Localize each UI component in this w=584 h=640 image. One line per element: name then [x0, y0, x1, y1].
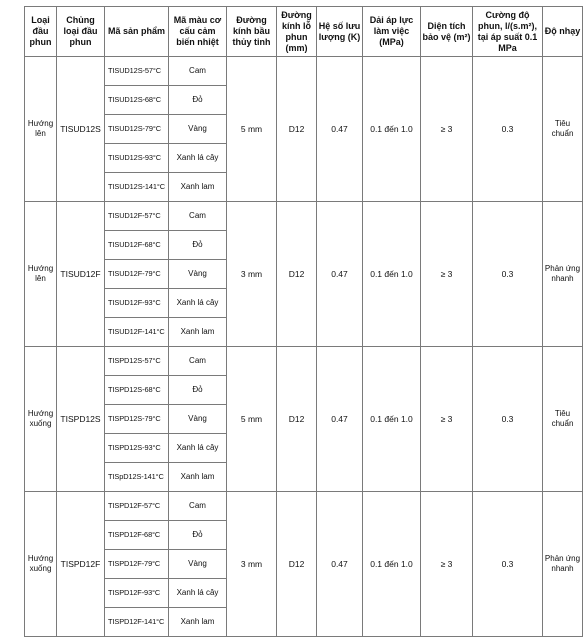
bulb-color-cell: Cam: [169, 492, 227, 521]
model-cell: TISUD12S: [57, 57, 105, 202]
pressure-range-cell: 0.1 đến 1.0: [363, 492, 421, 637]
model-cell: TISUD12F: [57, 202, 105, 347]
bulb-color-cell: Xanh lam: [169, 608, 227, 637]
bulb-diameter-cell: 5 mm: [227, 347, 277, 492]
bulb-color-cell: Xanh lá cây: [169, 579, 227, 608]
header-product-code: Mã sản phẩm: [105, 7, 169, 57]
header-pressure-range: Dải áp lực làm việc (MPa): [363, 7, 421, 57]
product-code-cell: TISpD12S-141°C: [105, 463, 169, 492]
orifice-cell: D12: [277, 347, 317, 492]
sprinkler-spec-table: [24, 6, 583, 637]
bulb-color-cell: Xanh lá cây: [169, 289, 227, 318]
product-code-cell: TISPD12F-68°C: [105, 521, 169, 550]
pressure-range-cell: 0.1 đến 1.0: [363, 347, 421, 492]
product-code-cell: TISUD12F-57°C: [105, 202, 169, 231]
spray-intensity-cell: 0.3: [473, 492, 543, 637]
bulb-color-cell: Xanh lá cây: [169, 144, 227, 173]
header-sprinkler-type: Loại đầu phun: [25, 7, 57, 57]
product-code-cell: TISUD12S-68°C: [105, 86, 169, 115]
product-code-cell: TISPD12F-79°C: [105, 550, 169, 579]
sprinkler-type-cell: Hướng xuống: [25, 347, 57, 492]
k-factor-cell: 0.47: [317, 347, 363, 492]
bulb-color-cell: Vàng: [169, 550, 227, 579]
k-factor-cell: 0.47: [317, 57, 363, 202]
bulb-color-cell: Xanh lam: [169, 463, 227, 492]
spray-intensity-cell: 0.3: [473, 202, 543, 347]
orifice-cell: D12: [277, 492, 317, 637]
bulb-diameter-cell: 3 mm: [227, 492, 277, 637]
product-code-cell: TISUD12F-93°C: [105, 289, 169, 318]
product-code-cell: TISPD12F-93°C: [105, 579, 169, 608]
bulb-color-cell: Xanh lam: [169, 318, 227, 347]
orifice-cell: D12: [277, 57, 317, 202]
coverage-area-cell: ≥ 3: [421, 202, 473, 347]
pressure-range-cell: 0.1 đến 1.0: [363, 57, 421, 202]
header-bulb-diameter: Đường kính bầu thủy tinh: [227, 7, 277, 57]
coverage-area-cell: ≥ 3: [421, 57, 473, 202]
orifice-cell: D12: [277, 202, 317, 347]
bulb-color-cell: Vàng: [169, 405, 227, 434]
table-row: [25, 57, 583, 86]
product-code-cell: TISPD12F-57°C: [105, 492, 169, 521]
bulb-color-cell: Vàng: [169, 260, 227, 289]
product-code-cell: TISPD12F-141°C: [105, 608, 169, 637]
spray-intensity-cell: 0.3: [473, 347, 543, 492]
header-spray-intensity: Cường độ phun, l/(s.m²), tại áp suất 0.1 MPa: [473, 7, 543, 57]
bulb-color-cell: Cam: [169, 57, 227, 86]
bulb-color-cell: Đỏ: [169, 376, 227, 405]
product-code-cell: TISUD12F-141°C: [105, 318, 169, 347]
model-cell: TISPD12F: [57, 492, 105, 637]
product-code-cell: TISUD12F-68°C: [105, 231, 169, 260]
product-code-cell: TISUD12S-93°C: [105, 144, 169, 173]
sprinkler-type-cell: Hướng xuống: [25, 492, 57, 637]
bulb-color-cell: Vàng: [169, 115, 227, 144]
table-row: [25, 492, 583, 521]
coverage-area-cell: ≥ 3: [421, 492, 473, 637]
k-factor-cell: 0.47: [317, 492, 363, 637]
header-k-factor: Hệ số lưu lượng (K): [317, 7, 363, 57]
bulb-color-cell: Cam: [169, 347, 227, 376]
product-code-cell: TISPD12S-57°C: [105, 347, 169, 376]
sensitivity-cell: Tiêu chuẩn: [543, 347, 583, 492]
sensitivity-cell: Tiêu chuẩn: [543, 57, 583, 202]
sensitivity-cell: Phản ứng nhanh: [543, 492, 583, 637]
spray-intensity-cell: 0.3: [473, 57, 543, 202]
product-code-cell: TISUD12S-141°C: [105, 173, 169, 202]
header-orifice: Đường kính lỗ phun (mm): [277, 7, 317, 57]
product-code-cell: TISUD12S-79°C: [105, 115, 169, 144]
product-code-cell: TISUD12S-57°C: [105, 57, 169, 86]
header-sensitivity: Độ nhạy: [543, 7, 583, 57]
k-factor-cell: 0.47: [317, 202, 363, 347]
coverage-area-cell: ≥ 3: [421, 347, 473, 492]
sprinkler-type-cell: Hướng lên: [25, 57, 57, 202]
table-row: [25, 347, 583, 376]
header-model: Chủng loại đầu phun: [57, 7, 105, 57]
model-cell: TISPD12S: [57, 347, 105, 492]
bulb-color-cell: Đỏ: [169, 231, 227, 260]
sensitivity-cell: Phản ứng nhanh: [543, 202, 583, 347]
header-row: [25, 7, 583, 57]
bulb-color-cell: Xanh lá cây: [169, 434, 227, 463]
bulb-diameter-cell: 3 mm: [227, 202, 277, 347]
bulb-color-cell: Đỏ: [169, 86, 227, 115]
product-code-cell: TISPD12S-93°C: [105, 434, 169, 463]
bulb-color-cell: Xanh lam: [169, 173, 227, 202]
table-row: [25, 202, 583, 231]
header-coverage-area: Diện tích bảo vệ (m²): [421, 7, 473, 57]
bulb-color-cell: Đỏ: [169, 521, 227, 550]
bulb-color-cell: Cam: [169, 202, 227, 231]
bulb-diameter-cell: 5 mm: [227, 57, 277, 202]
product-code-cell: TISPD12S-79°C: [105, 405, 169, 434]
header-bulb-color: Mã màu cơ cấu cảm biến nhiệt: [169, 7, 227, 57]
product-code-cell: TISUD12F-79°C: [105, 260, 169, 289]
pressure-range-cell: 0.1 đến 1.0: [363, 202, 421, 347]
product-code-cell: TISPD12S-68°C: [105, 376, 169, 405]
sprinkler-type-cell: Hướng lên: [25, 202, 57, 347]
